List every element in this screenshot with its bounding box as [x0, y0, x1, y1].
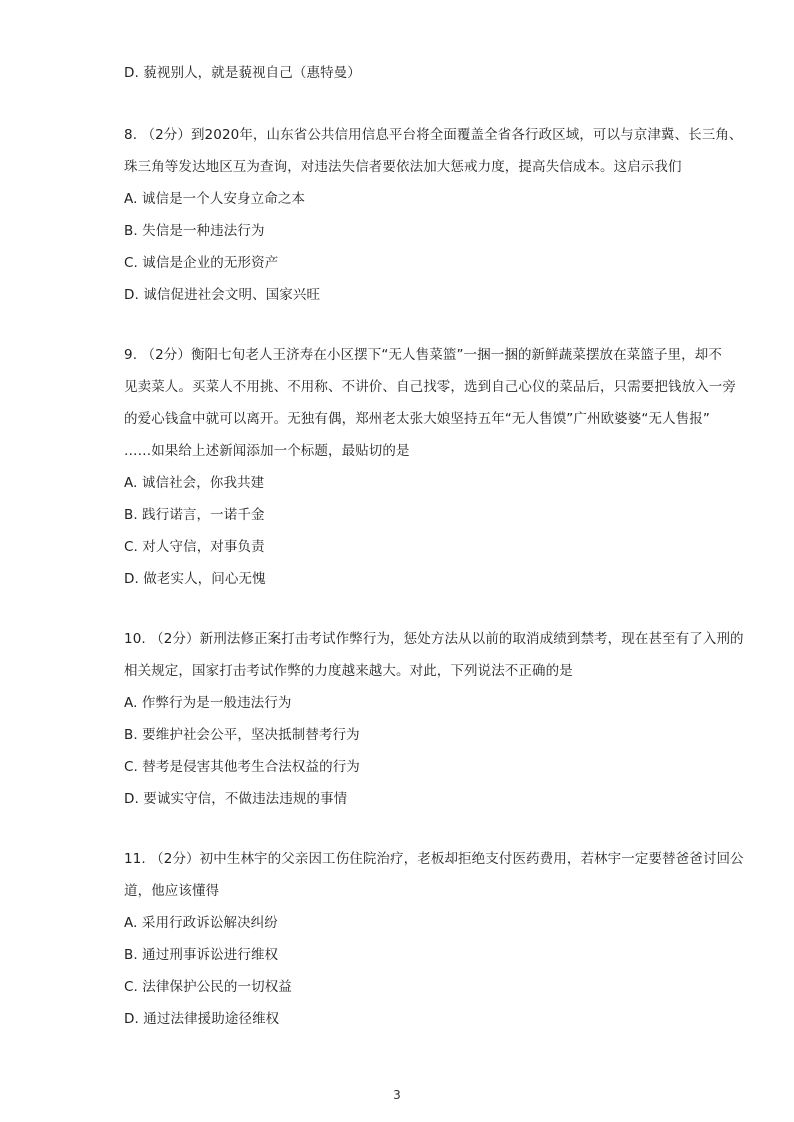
- q10-option-a: A. 作弊行为是一般违法行为: [124, 695, 292, 711]
- q11-option-c: C. 法律保护公民的一切权益: [124, 979, 292, 995]
- q10-option-c: C. 替考是侵害其他考生合法权益的行为: [124, 759, 360, 775]
- q11-option-a: A. 采用行政诉讼解决纠纷: [124, 915, 278, 931]
- q10-stem-line-1: 10. （2分）新刑法修正案打击考试作弊行为，惩处方法从以前的取消成绩到禁考，现在甚至有了入刑的: [124, 631, 744, 647]
- q9-option-d: D. 做老实人，问心无愧: [124, 571, 266, 587]
- q9-option-b: B. 践行诺言，一诺千金: [124, 507, 265, 523]
- q9-option-a: A. 诚信社会，你我共建: [124, 475, 265, 491]
- q10-stem-line-2: 相关规定，国家打击考试作弊的力度越来越大。对此，下列说法不正确的是: [124, 663, 573, 679]
- q10-option-d: D. 要诚实守信，不做违法违规的事情: [124, 791, 348, 807]
- page-number: 3: [393, 1088, 401, 1102]
- q11-option-b: B. 通过刑事诉讼进行维权: [124, 947, 279, 963]
- q11-option-d: D. 通过法律援助途径维权: [124, 1011, 280, 1027]
- q11-stem-line-1: 11. （2分）初中生林宇的父亲因工伤住院治疗，老板却拒绝支付医药费用，若林宇一定要替爸爸讨回公: [124, 851, 744, 867]
- q9-stem-line-4: ……如果给上述新闻添加一个标题，最贴切的是: [124, 443, 410, 459]
- q9-option-c: C. 对人守信，对事负责: [124, 539, 265, 555]
- q7-option-d: D. 藐视别人，就是藐视自己（惠特曼）: [124, 65, 361, 81]
- q10-option-b: B. 要维护社会公平，坚决抵制替考行为: [124, 727, 360, 743]
- q9-stem-line-1: 9. （2分）衡阳七旬老人王济寿在小区摆下“无人售菜篮”一捆一捆的新鲜蔬菜摆放在菜篮子里，却不: [124, 347, 722, 363]
- q8-option-a: A. 诚信是一个人安身立命之本: [124, 191, 306, 207]
- q9-stem-line-3: 的爱心钱盒中就可以离开。无独有偶，郑州老太张大娘坚持五年“无人售馍”广州欧婆婆“无人售报”: [124, 411, 710, 427]
- q8-stem-line-2: 珠三角等发达地区互为查询，对违法失信者要依法加大惩戒力度，提高失信成本。这启示我们: [124, 159, 682, 175]
- q8-option-d: D. 诚信促进社会文明、国家兴旺: [124, 287, 321, 303]
- q9-stem-line-2: 见卖菜人。买菜人不用挑、不用称、不讲价、自己找零，选到自己心仪的菜品后，只需要把钱放入一旁: [124, 379, 736, 395]
- q8-option-b: B. 失信是一种违法行为: [124, 223, 265, 239]
- q8-option-c: C. 诚信是企业的无形资产: [124, 255, 279, 271]
- q8-stem-line-1: 8. （2分）到2020年，山东省公共信用信息平台将全面覆盖全省各行政区域，可以与京津冀、长三角、: [124, 127, 743, 143]
- q11-stem-line-2: 道，他应该懂得: [124, 883, 220, 899]
